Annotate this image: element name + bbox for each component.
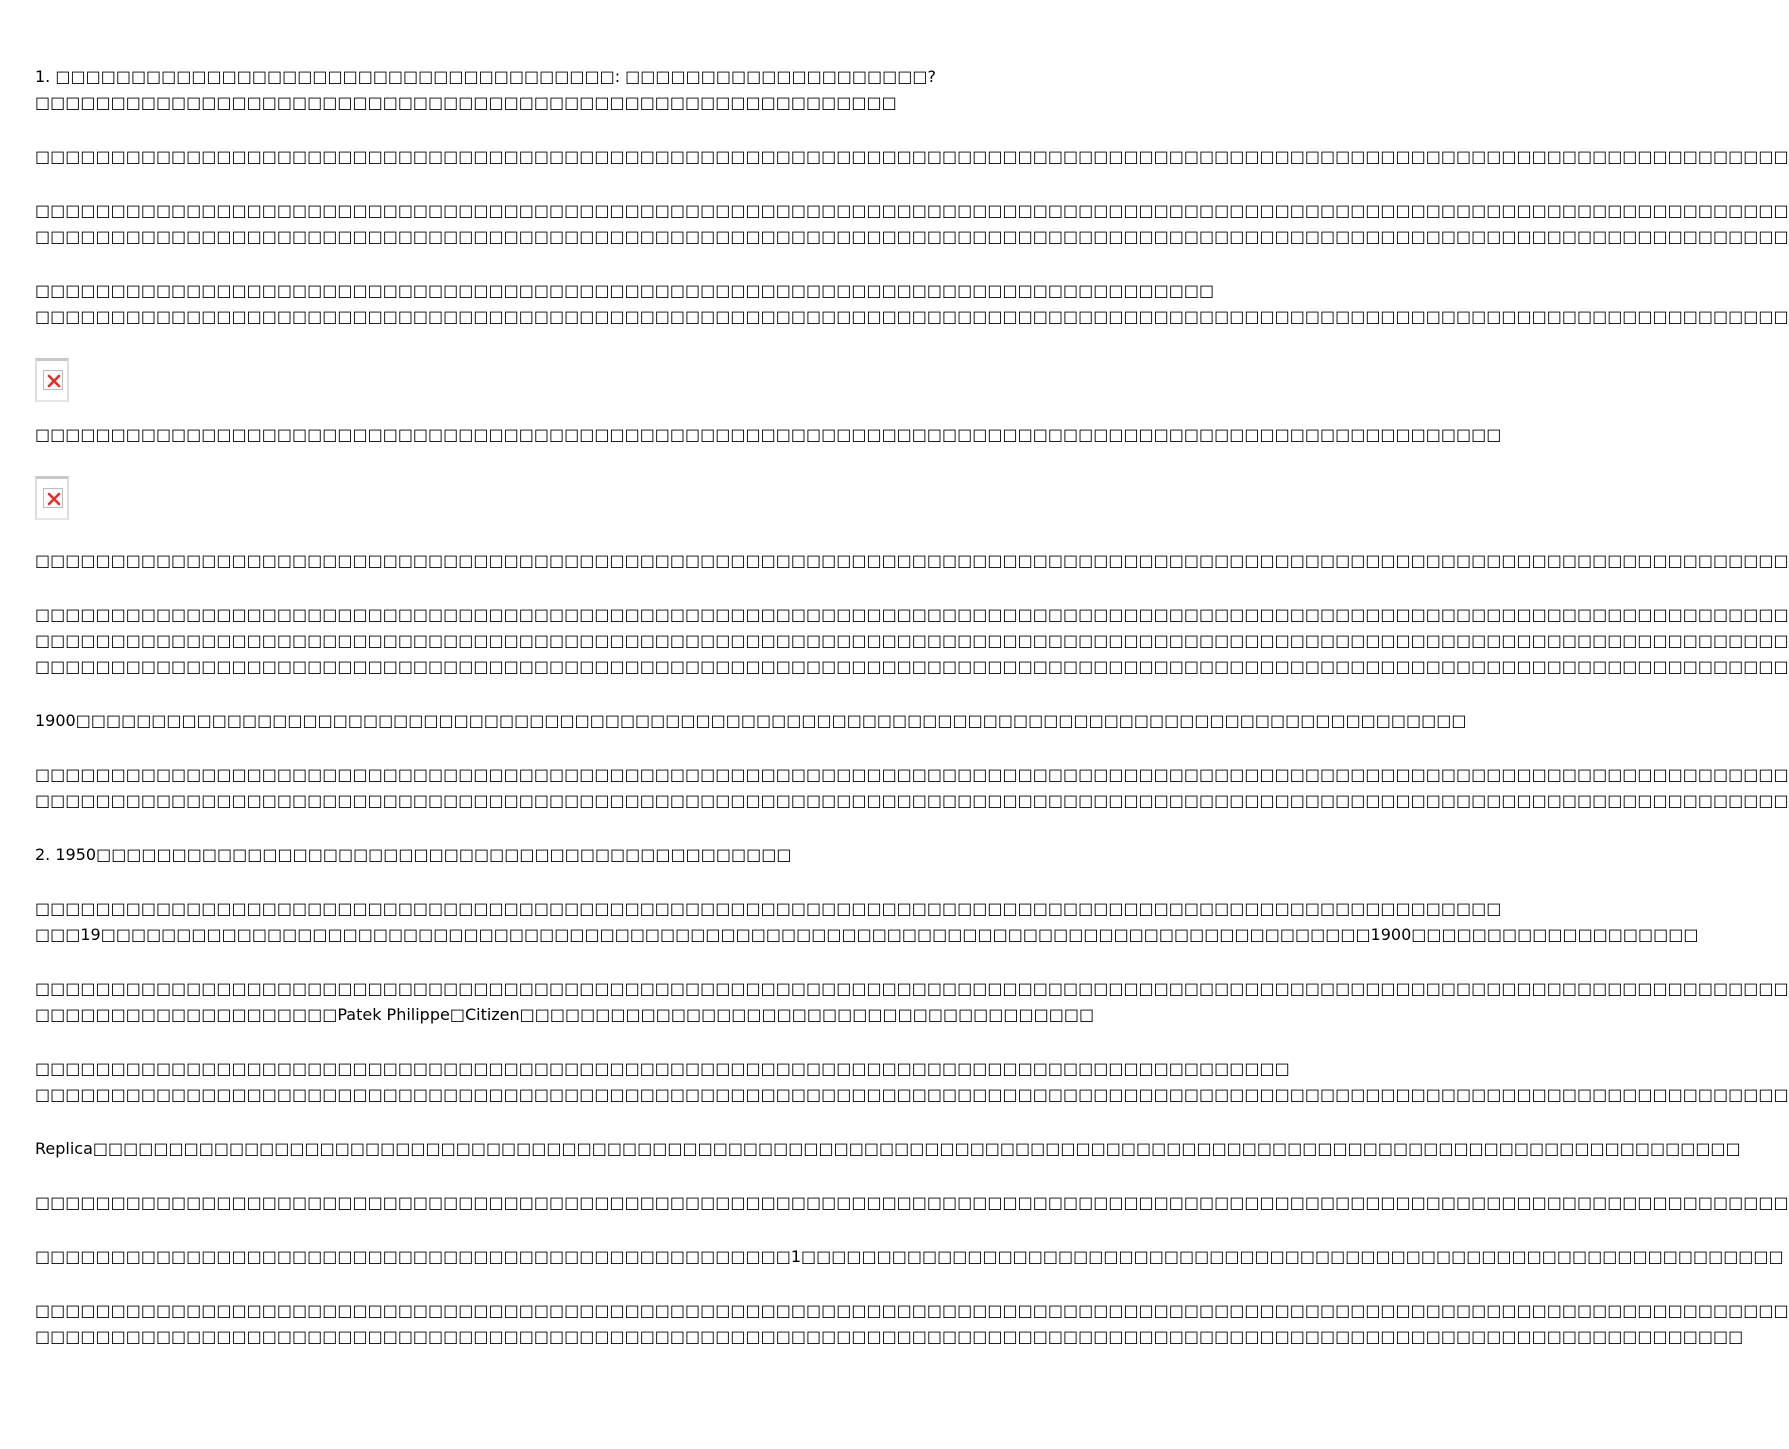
broken-image-1 (35, 358, 69, 402)
paragraph-line: □□□□□□□□□□□□□□□□□□□□Patek Philippe□Citizen□□□□□□□□□□□□□□□□□□□□□□□□□□□□□□□□□□□□□□ (35, 1005, 1095, 1024)
paragraph-line: □□□□□□□□□□□□□□□□□□□□□□□□□□□□□□□□□□□□□□□□□□□□□□□□□□□□□□□□□□□□□□□□□□□□□□□□□□□□□□□□□□□□□□□□□□□□□□□□□□□□□□□□□□□□□□□□□□□□ (35, 1085, 1789, 1104)
paragraph-line: □□□□□□□□□□□□□□□□□□□□□□□□□□□□□□□□□□□□□□□□□□□□□□□□□□□□□□□□□□□□□□□□□□□□□□□□□□□□□□□□□□□□□□□□□□□□□□□□□□□□□□□□□□□□□□□□□□□□ (35, 979, 1789, 998)
paragraph-line: □□□□□□□□□□□□□□□□□□□□□□□□□□□□□□□□□□□□□□□□□□□□□□□□□□□□□□□□□□□□□□□□□□□□□□□□□□□□□□□□□□□□□□□□□□□□□□□□□□□□□□□□□□□□□□□□□□□□ (35, 631, 1789, 650)
paragraph-line: 1900□□□□□□□□□□□□□□□□□□□□□□□□□□□□□□□□□□□□□□□□□□□□□□□□□□□□□□□□□□□□□□□□□□□□□□□□□□□□□□□□□□□□□□□□□□□□ (35, 711, 1467, 730)
paragraph-line: □□□□□□□□□□□□□□□□□□□□□□□□□□□□□□□□□□□□□□□□□□□□□□□□□□□□□□□□□ (35, 93, 897, 112)
paragraph-line: □□□□□□□□□□□□□□□□□□□□□□□□□□□□□□□□□□□□□□□□□□□□□□□□□□□□□□□□□□□□□□□□□□□□□□□□□□□□□□□□□□□□□□□□□□□□□□□□□□□□□□□□□□□□□□□□□□□□ (35, 227, 1789, 246)
paragraph-line: □□□□□□□□□□□□□□□□□□□□□□□□□□□□□□□□□□□□□□□□□□□□□□□□□□□□□□□□□□□□□□□□□□□□□□□□□□□□□□□□□□□□□□□□□□□□□□□□□□□□□□□□□□□□□□□□□□□□ (35, 1193, 1789, 1212)
broken-image-icon (43, 370, 63, 390)
paragraph-line: □□□□□□□□□□□□□□□□□□□□□□□□□□□□□□□□□□□□□□□□□□□□□□□□□□□□□□□□□□□□□□□□□□□□□□□□□□□□□□□□□□□□□□□□□□□□□□□□□ (35, 425, 1502, 444)
paragraph-line: □□□□□□□□□□□□□□□□□□□□□□□□□□□□□□□□□□□□□□□□□□□□□□□□□□□□□□□□□□□□□□□□□□□□□□□□□□□□□□□□□□□□□□□□□□□□□□□□□□□□□□□□□□□□□□□□□□□□ (35, 551, 1789, 570)
paragraph-line: □□□□□□□□□□□□□□□□□□□□□□□□□□□□□□□□□□□□□□□□□□□□□□□□□□□□□□□□□□□□□□□□□□□□□□□□□□□□□□□□□□□□□□□□□□□□□□□□□□□□□□□□□□□□□□□□□□□□ (35, 307, 1789, 326)
paragraph-line: □□□□□□□□□□□□□□□□□□□□□□□□□□□□□□□□□□□□□□□□□□□□□□□□□□1□□□□□□□□□□□□□□□□□□□□□□□□□□□□□□□□□□□□□□□□□□□□□□□□□□□□□□□□□□□□□□□□□ (35, 1247, 1784, 1266)
broken-image-icon (43, 488, 63, 508)
paragraph-line: □□□□□□□□□□□□□□□□□□□□□□□□□□□□□□□□□□□□□□□□□□□□□□□□□□□□□□□□□□□□□□□□□□□□□□□□□□□□□□□□□□□□□□□□□□□□□□□□□□□□□□□□□□□□□□□□□□□□ (35, 765, 1789, 784)
paragraph-line: □□□□□□□□□□□□□□□□□□□□□□□□□□□□□□□□□□□□□□□□□□□□□□□□□□□□□□□□□□□□□□□□□□□□□□□□□□□□□□□□□□□ (35, 1059, 1290, 1078)
paragraph-line: □□□□□□□□□□□□□□□□□□□□□□□□□□□□□□□□□□□□□□□□□□□□□□□□□□□□□□□□□□□□□□□□□□□□□□□□□□□□□□□□□□□□□□□□□□□□□□□□□□□□□□□□□□□□□□□□□ (35, 1327, 1744, 1346)
paragraph-line: □□□□□□□□□□□□□□□□□□□□□□□□□□□□□□□□□□□□□□□□□□□□□□□□□□□□□□□□□□□□□□□□□□□□□□□□□□□□□□□□□□□□□□□□□□□□□□□□□□□□□□□□□□□□□□□□□□□□ (35, 791, 1789, 810)
paragraph-line: □□□□□□□□□□□□□□□□□□□□□□□□□□□□□□□□□□□□□□□□□□□□□□□□□□□□□□□□□□□□□□□□□□□□□□□□□□□□□□□□□□□□□□□□□□□□□□□□□□□□□□□□□□□□□□□□□□□□ (35, 147, 1789, 166)
paragraph-line: □□□□□□□□□□□□□□□□□□□□□□□□□□□□□□□□□□□□□□□□□□□□□□□□□□□□□□□□□□□□□□□□□□□□□□□□□□□□□□□□□□□□□□□□□□□□□□□□□□□□□□□□□□□□□□□□□□□□ (35, 605, 1789, 624)
paragraph-line: □□□□□□□□□□□□□□□□□□□□□□□□□□□□□□□□□□□□□□□□□□□□□□□□□□□□□□□□□□□□□□□□□□□□□□□□□□□□□□ (35, 281, 1215, 300)
heading-1: 1. □□□□□□□□□□□□□□□□□□□□□□□□□□□□□□□□□□□□□: □□□□□□□□□□□□□□□□□□□□? (35, 67, 936, 86)
paragraph-line: Replica□□□□□□□□□□□□□□□□□□□□□□□□□□□□□□□□□□□□□□□□□□□□□□□□□□□□□□□□□□□□□□□□□□□□□□□□□□□□□□□□□□□□□□□□□□□□□□□□□□□□□□□□□□□□□ (35, 1139, 1741, 1158)
broken-image-2 (35, 476, 69, 520)
paragraph-line: □□□19□□□□□□□□□□□□□□□□□□□□□□□□□□□□□□□□□□□□□□□□□□□□□□□□□□□□□□□□□□□□□□□□□□□□□□□□□□□□□□□□□□□□1900□□□□□□□□□□□□□□□□□□□ (35, 925, 1699, 944)
paragraph-line: □□□□□□□□□□□□□□□□□□□□□□□□□□□□□□□□□□□□□□□□□□□□□□□□□□□□□□□□□□□□□□□□□□□□□□□□□□□□□□□□□□□□□□□□□□□□□□□□□ (35, 899, 1502, 918)
paragraph-line: □□□□□□□□□□□□□□□□□□□□□□□□□□□□□□□□□□□□□□□□□□□□□□□□□□□□□□□□□□□□□□□□□□□□□□□□□□□□□□□□□□□□□□□□□□□□□□□□□□□□□□□□□□□□□□□□□□□□ (35, 1301, 1789, 1320)
paragraph-line: □□□□□□□□□□□□□□□□□□□□□□□□□□□□□□□□□□□□□□□□□□□□□□□□□□□□□□□□□□□□□□□□□□□□□□□□□□□□□□□□□□□□□□□□□□□□□□□□□□□□□□□□□□□□□□□□□□□□ (35, 657, 1789, 676)
document-body (35, 64, 1789, 1350)
paragraph-line: □□□□□□□□□□□□□□□□□□□□□□□□□□□□□□□□□□□□□□□□□□□□□□□□□□□□□□□□□□□□□□□□□□□□□□□□□□□□□□□□□□□□□□□□□□□□□□□□□□□□□□□□□□□□□□□□□□□□ (35, 201, 1789, 220)
heading-2: 2. 1950□□□□□□□□□□□□□□□□□□□□□□□□□□□□□□□□□□□□□□□□□□□□□□ (35, 845, 792, 864)
